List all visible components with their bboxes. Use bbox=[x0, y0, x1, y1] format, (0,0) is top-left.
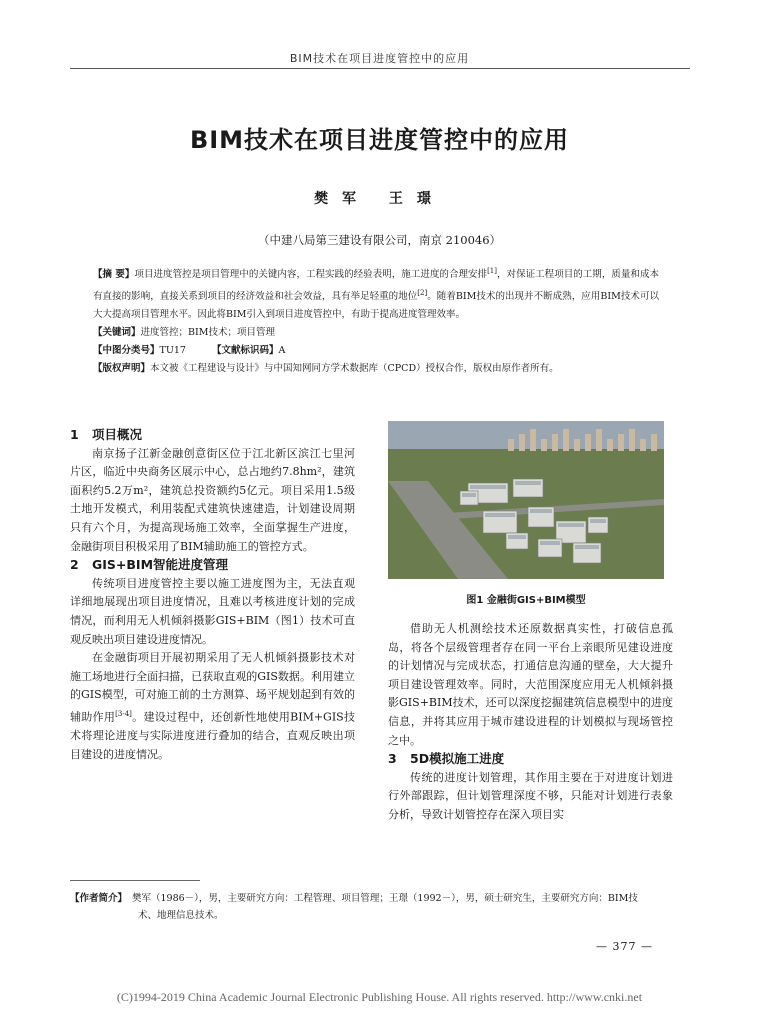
page-number: — 377 — bbox=[596, 940, 653, 953]
tower-block bbox=[563, 429, 569, 451]
tower-block bbox=[596, 429, 602, 451]
authors: 樊军 王璟 bbox=[314, 191, 445, 207]
section-1-number: 1 bbox=[70, 427, 79, 442]
building-roof bbox=[485, 513, 515, 517]
building-roof bbox=[515, 481, 541, 485]
author-note-text: 樊军（1986－），男，主要研究方向：工程管理、项目管理；王璟（1992－），男，硕士研究生，主要研究方向：BIM技 bbox=[132, 893, 638, 904]
section-2-heading bbox=[70, 556, 355, 575]
section-1-heading bbox=[70, 426, 355, 445]
author-note-label: 【作者简介】 bbox=[70, 893, 128, 904]
copyright-footer: (C)1994-2019 China Academic Journal Electronic Publishing House. All rights reserved. http://www.cnki.net bbox=[116, 990, 643, 1004]
doc-code-label: 【文献标识码】 bbox=[211, 345, 279, 357]
section-1-paragraph: 南京扬子江新金融创意街区位于江北新区滨江七里河片区，临近中央商务区展示中心，总占地约7.8hm²，建筑面积约5.2万m²，建筑总投资额约5亿元。项目采用1.5级土地开发模式，利用装配式建筑快速建造，计划建设周期只有六个月，为提高现场施工效率，全面掌握生产进度，金融街项目积极采用了BIM辅助施工的管控方式。 bbox=[70, 446, 355, 553]
figure-1-caption: 图1 金融街GIS+BIM模型 bbox=[466, 595, 586, 606]
author-note-line-1 bbox=[70, 890, 670, 907]
figure-1-gis-bim-model bbox=[388, 421, 664, 579]
tower-block bbox=[629, 429, 635, 451]
affiliation: （中建八局第三建设有限公司，南京 210046） bbox=[257, 233, 502, 247]
abstract-citation: [1] bbox=[487, 267, 497, 275]
tower-block bbox=[640, 439, 646, 451]
abstract-block bbox=[93, 262, 659, 378]
building-roof bbox=[530, 509, 552, 513]
aerial-model-image bbox=[388, 421, 664, 579]
section-2-title: GIS+BIM智能进度管理 bbox=[92, 557, 229, 573]
section-2-paragraph-2 bbox=[70, 649, 355, 764]
author-note-line-2: 术、地理信息技术。 bbox=[138, 910, 224, 921]
keywords bbox=[93, 324, 659, 342]
abstract-citation-2: [2] bbox=[417, 289, 428, 298]
abstract bbox=[93, 262, 659, 324]
building-roof bbox=[558, 523, 584, 527]
tower-block bbox=[552, 434, 558, 451]
header-rule bbox=[70, 68, 690, 69]
section-3-heading bbox=[388, 750, 673, 769]
footnote-rule bbox=[70, 880, 200, 881]
section-2-citation: [3-4] bbox=[115, 709, 132, 718]
tower-block bbox=[530, 429, 536, 451]
tower-block bbox=[508, 439, 514, 451]
tower-block bbox=[585, 434, 591, 451]
building-roof bbox=[508, 535, 526, 539]
tower-block bbox=[519, 434, 525, 451]
copyright-statement-text: 本文被《工程建设与设计》与中国知网同方学术数据库（CPCD）授权合作，版权由原作者所有。 bbox=[150, 363, 559, 375]
abstract-label: 【摘 要】 bbox=[93, 269, 135, 281]
tower-block bbox=[651, 434, 657, 451]
section-1-title: 项目概况 bbox=[92, 427, 143, 442]
left-column bbox=[70, 426, 355, 764]
building-roof bbox=[470, 485, 506, 489]
tower-block bbox=[618, 434, 624, 451]
building-roof bbox=[590, 519, 606, 523]
section-2-paragraph-3: 借助无人机测绘技术还原数据真实性，打破信息孤岛，将各个层级管理者存在同一平台上亲眼所见建设进度的计划情况与完成状态，打通信息沟通的壁垒，大大提升项目建设管理效率。同时，大范围深度应用无人机倾斜摄影GIS+BIM技术，还可以深度挖掘建筑信息模型中的进度信息，并将其应用于城市建设进程的计划模拟与现场管控之中。 bbox=[388, 622, 673, 747]
building-roof bbox=[575, 545, 599, 549]
tower-block bbox=[541, 439, 547, 451]
keywords-text: 进度管控；BIM技术；项目管理 bbox=[140, 327, 275, 339]
paper-title: BIM技术在项目进度管控中的应用 bbox=[189, 126, 570, 154]
section-2-p2-text-2: 。建设过程中，还创新性地使用BIM+GIS技术将理论进度与实际进度进行叠加的结合，直观反映出项目建设的进度情况。 bbox=[70, 710, 356, 761]
clc-value: TU17 bbox=[159, 345, 186, 357]
author-note bbox=[70, 890, 670, 924]
section-2-paragraph-1: 传统项目进度管控主要以施工进度图为主，无法直观详细地展现出项目进度情况，且难以考核进度计划的完成情况，而利用无人机倾斜摄影GIS+BIM（图1）技术可直观反映出项目建设进度情况。 bbox=[70, 576, 355, 646]
doc-code-value: A bbox=[278, 345, 286, 357]
abstract-text: 项目进度管控是项目管理中的关键内容，工程实践的经验表明，施工进度的合理安排 bbox=[134, 269, 488, 281]
copyright-statement-label: 【版权声明】 bbox=[93, 363, 151, 375]
section-2-p2-text: 在金融街项目开展初期采用了无人机倾斜摄影技术对施工场地进行全面扫描，已获取直观的GIS数据。利用建立的GIS模型，可对施工前的土方测算、场平规划起到有效的辅助作用 bbox=[70, 651, 355, 724]
tower-block bbox=[574, 439, 580, 451]
classification bbox=[93, 342, 659, 360]
section-3-number: 3 bbox=[388, 751, 397, 767]
copyright-statement bbox=[93, 360, 659, 378]
building-roof bbox=[462, 493, 476, 497]
right-column bbox=[388, 620, 673, 825]
keywords-label: 【关键词】 bbox=[93, 327, 141, 339]
clc-label: 【中图分类号】 bbox=[93, 345, 160, 357]
tower-block bbox=[607, 439, 613, 451]
abstract-text-3: 。随着BIM技术的出现并不断成熟，应用BIM技术可以大大提高项目管理水平。因此将BIM引入到项目进度管控中，有助于提高进度管理效率。 bbox=[93, 291, 659, 321]
section-3-paragraph: 传统的进度计划管理，其作用主要在于对进度计划进行外部跟踪，但计划管理深度不够，只能对计划进行表象分析，导致计划管控存在深入项目实 bbox=[388, 770, 673, 821]
abstract-text-2: ，对保证工程项目的工期，质量和成本有直接的影响，直接关系到项目的经济效益和社会效益，具有举足轻重的地位 bbox=[93, 269, 659, 303]
building-roof bbox=[540, 541, 560, 545]
running-head: BIM技术在项目进度管控中的应用 bbox=[289, 52, 470, 65]
section-2-number: 2 bbox=[70, 557, 79, 573]
section-3-title: 5D模拟施工进度 bbox=[410, 751, 505, 767]
